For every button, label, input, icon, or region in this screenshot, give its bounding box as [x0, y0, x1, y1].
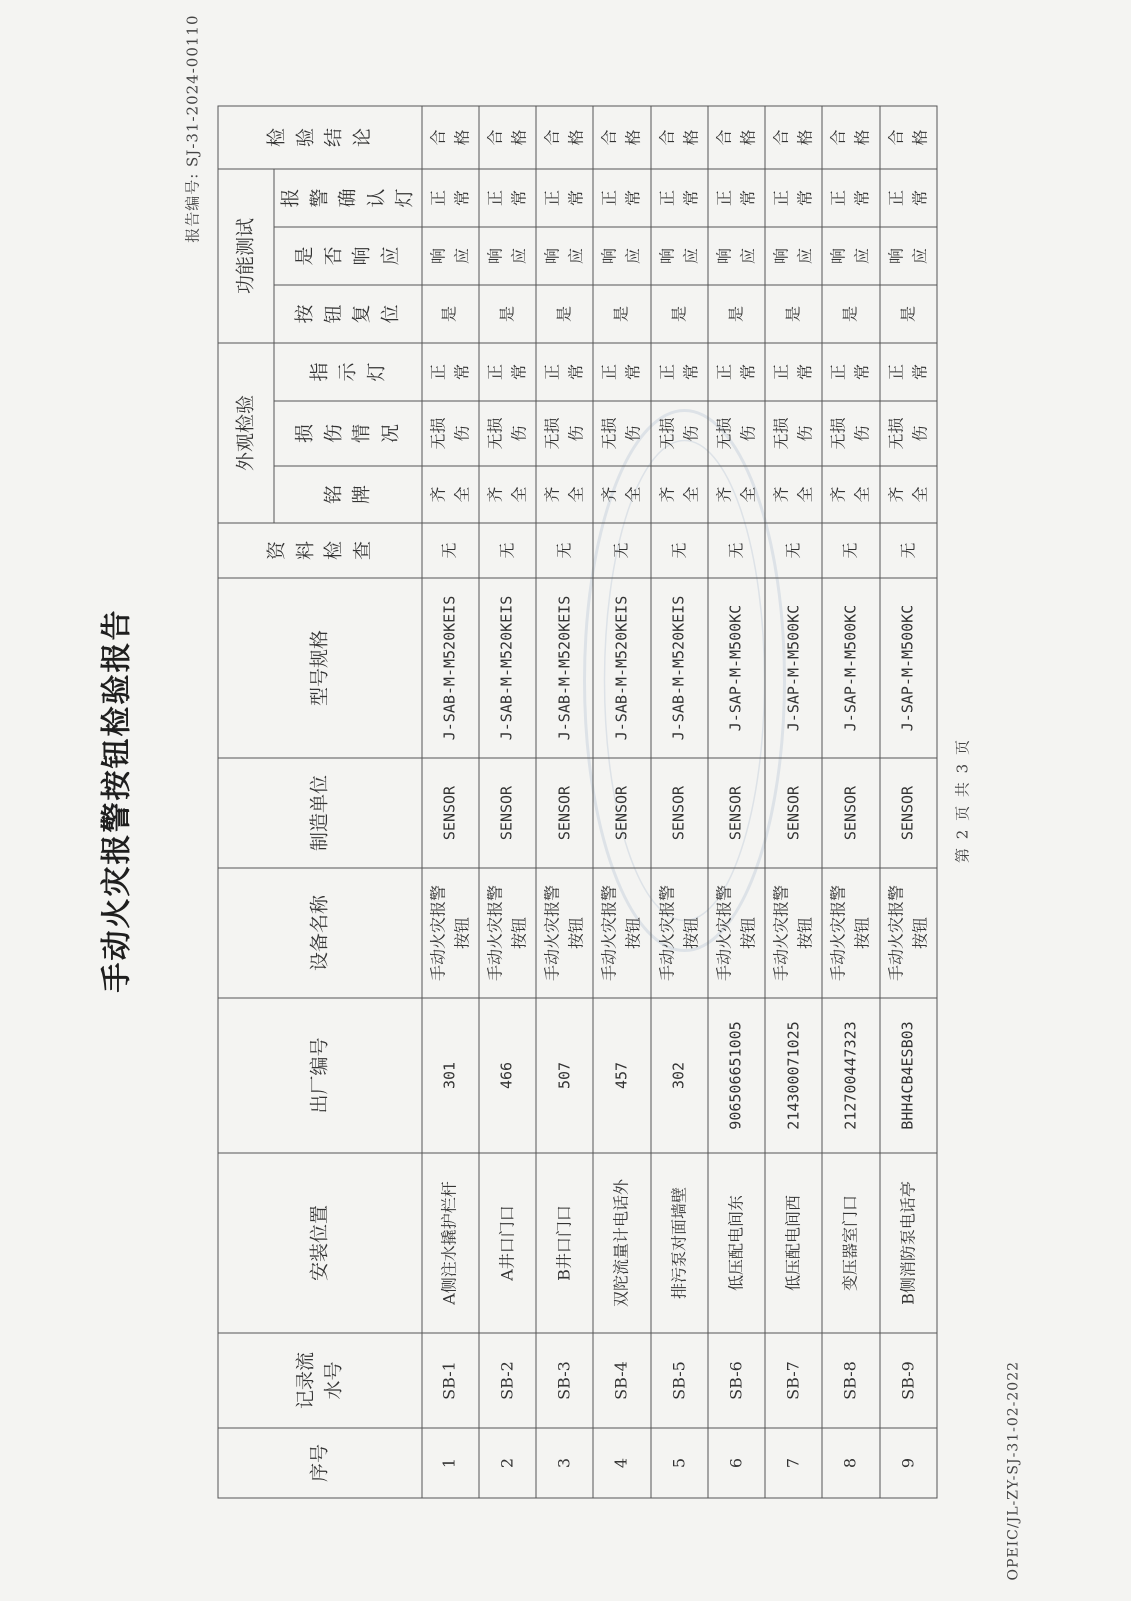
cell-device-name: 手动火灾报警按钮 — [536, 868, 593, 998]
cell-factory-no: 301 — [422, 998, 479, 1153]
cell-respond: 响应 — [422, 227, 479, 285]
cell-indicator: 正常 — [765, 343, 822, 401]
cell-location: 双陀流量计电话外 — [593, 1153, 650, 1333]
rotated-page — [0, 1, 1131, 1601]
header-maker: 制造单位 — [218, 758, 422, 868]
cell-damage: 无损伤 — [880, 401, 937, 466]
cell-factory-no: 212700447323 — [822, 998, 879, 1153]
header-factory-no: 出厂编号 — [218, 998, 422, 1153]
header-reset: 按钮复位 — [274, 285, 422, 343]
cell-model: J-SAP-M-M500KC — [822, 578, 879, 758]
cell-maker: SENSOR — [593, 758, 650, 868]
cell-docs: 无 — [708, 523, 765, 578]
cell-conclusion: 合格 — [822, 106, 879, 169]
cell-nameplate: 齐全 — [651, 466, 708, 523]
table-row — [708, 106, 765, 1498]
report-number: 报告编号: SJ-31-2024-00110 — [183, 14, 202, 243]
cell-model: J-SAB-M-M520KEIS — [479, 578, 536, 758]
document-code: OPEIC/JL-ZY-SJ-31-02-2022 — [1005, 1360, 1022, 1581]
cell-record: SB-1 — [422, 1333, 479, 1428]
header-record: 记录流水号 — [218, 1333, 422, 1428]
cell-location: 变压器室门口 — [822, 1153, 879, 1333]
cell-nameplate: 齐全 — [822, 466, 879, 523]
cell-model: J-SAP-M-M500KC — [880, 578, 937, 758]
cell-factory-no: 214300071025 — [765, 998, 822, 1153]
cell-docs: 无 — [880, 523, 937, 578]
cell-reset: 是 — [422, 285, 479, 343]
cell-nameplate: 齐全 — [593, 466, 650, 523]
cell-location: B侧消防泵电话亭 — [880, 1153, 937, 1333]
cell-conclusion: 合格 — [651, 106, 708, 169]
cell-record: SB-2 — [479, 1333, 536, 1428]
cell-docs: 无 — [765, 523, 822, 578]
cell-indicator: 正常 — [708, 343, 765, 401]
cell-conclusion: 合格 — [422, 106, 479, 169]
cell-reset: 是 — [593, 285, 650, 343]
cell-indicator: 正常 — [880, 343, 937, 401]
cell-docs: 无 — [536, 523, 593, 578]
cell-device-name: 手动火灾报警按钮 — [651, 868, 708, 998]
cell-seq: 6 — [708, 1428, 765, 1498]
table-row — [479, 106, 536, 1498]
cell-location: A侧注水撬护栏杆 — [422, 1153, 479, 1333]
cell-factory-no: BHH4CB4ESB03 — [880, 998, 937, 1153]
cell-model: J-SAB-M-M520KEIS — [651, 578, 708, 758]
cell-record: SB-6 — [708, 1333, 765, 1428]
header-appearance: 外观检验 — [218, 343, 274, 523]
cell-reset: 是 — [536, 285, 593, 343]
table-row — [536, 106, 593, 1498]
cell-nameplate: 齐全 — [765, 466, 822, 523]
header-conclusion: 检验结论 — [218, 106, 422, 169]
cell-respond: 响应 — [880, 227, 937, 285]
cell-conclusion: 合格 — [479, 106, 536, 169]
cell-maker: SENSOR — [479, 758, 536, 868]
cell-device-name: 手动火灾报警按钮 — [822, 868, 879, 998]
cell-docs: 无 — [822, 523, 879, 578]
table-row — [880, 106, 937, 1498]
cell-damage: 无损伤 — [593, 401, 650, 466]
table-row — [822, 106, 879, 1498]
cell-indicator: 正常 — [822, 343, 879, 401]
cell-factory-no: 466 — [479, 998, 536, 1153]
page-number: 第 2 页 共 3 页 — [953, 738, 972, 863]
inspection-table — [218, 105, 938, 1498]
header-indicator: 指示灯 — [274, 343, 422, 401]
cell-respond: 响应 — [593, 227, 650, 285]
cell-indicator: 正常 — [536, 343, 593, 401]
cell-damage: 无损伤 — [479, 401, 536, 466]
cell-seq: 4 — [593, 1428, 650, 1498]
cell-reset: 是 — [708, 285, 765, 343]
cell-maker: SENSOR — [536, 758, 593, 868]
cell-seq: 8 — [822, 1428, 879, 1498]
table-row — [765, 106, 822, 1498]
cell-damage: 无损伤 — [708, 401, 765, 466]
header-alarm-light: 报警确认灯 — [274, 169, 422, 227]
cell-respond: 响应 — [822, 227, 879, 285]
cell-docs: 无 — [593, 523, 650, 578]
cell-reset: 是 — [765, 285, 822, 343]
cell-nameplate: 齐全 — [536, 466, 593, 523]
cell-reset: 是 — [880, 285, 937, 343]
cell-factory-no: 507 — [536, 998, 593, 1153]
cell-factory-no: 457 — [593, 998, 650, 1153]
cell-damage: 无损伤 — [536, 401, 593, 466]
cell-respond: 响应 — [765, 227, 822, 285]
cell-device-name: 手动火灾报警按钮 — [422, 868, 479, 998]
cell-location: 低压配电间西 — [765, 1153, 822, 1333]
cell-conclusion: 合格 — [765, 106, 822, 169]
cell-damage: 无损伤 — [651, 401, 708, 466]
header-seq: 序号 — [218, 1428, 422, 1498]
cell-nameplate: 齐全 — [708, 466, 765, 523]
cell-indicator: 正常 — [479, 343, 536, 401]
cell-conclusion: 合格 — [593, 106, 650, 169]
cell-alarm-light: 正常 — [536, 169, 593, 227]
header-docs: 资料检查 — [218, 523, 422, 578]
cell-model: J-SAB-M-M520KEIS — [593, 578, 650, 758]
cell-maker: SENSOR — [708, 758, 765, 868]
cell-indicator: 正常 — [422, 343, 479, 401]
header-damage: 损伤情况 — [274, 401, 422, 466]
cell-docs: 无 — [422, 523, 479, 578]
cell-reset: 是 — [822, 285, 879, 343]
cell-alarm-light: 正常 — [651, 169, 708, 227]
cell-record: SB-4 — [593, 1333, 650, 1428]
table-row — [651, 106, 708, 1498]
cell-maker: SENSOR — [765, 758, 822, 868]
cell-model: J-SAB-M-M520KEIS — [422, 578, 479, 758]
cell-maker: SENSOR — [651, 758, 708, 868]
cell-alarm-light: 正常 — [880, 169, 937, 227]
cell-reset: 是 — [651, 285, 708, 343]
header-device-name: 设备名称 — [218, 868, 422, 998]
cell-conclusion: 合格 — [708, 106, 765, 169]
cell-record: SB-7 — [765, 1333, 822, 1428]
cell-damage: 无损伤 — [822, 401, 879, 466]
cell-location: A井口门口 — [479, 1153, 536, 1333]
cell-factory-no: 302 — [651, 998, 708, 1153]
cell-factory-no: 906506651005 — [708, 998, 765, 1153]
cell-alarm-light: 正常 — [765, 169, 822, 227]
cell-record: SB-5 — [651, 1333, 708, 1428]
cell-docs: 无 — [651, 523, 708, 578]
cell-device-name: 手动火灾报警按钮 — [593, 868, 650, 998]
table-row — [593, 106, 650, 1498]
cell-record: SB-8 — [822, 1333, 879, 1428]
cell-device-name: 手动火灾报警按钮 — [880, 868, 937, 998]
cell-respond: 响应 — [651, 227, 708, 285]
cell-alarm-light: 正常 — [593, 169, 650, 227]
header-location: 安装位置 — [218, 1153, 422, 1333]
cell-reset: 是 — [479, 285, 536, 343]
cell-maker: SENSOR — [422, 758, 479, 868]
cell-seq: 3 — [536, 1428, 593, 1498]
cell-indicator: 正常 — [651, 343, 708, 401]
cell-nameplate: 齐全 — [479, 466, 536, 523]
header-function: 功能测试 — [218, 169, 274, 343]
header-respond: 是否响应 — [274, 227, 422, 285]
cell-damage: 无损伤 — [422, 401, 479, 466]
cell-respond: 响应 — [536, 227, 593, 285]
cell-conclusion: 合格 — [880, 106, 937, 169]
cell-record: SB-9 — [880, 1333, 937, 1428]
cell-alarm-light: 正常 — [708, 169, 765, 227]
cell-alarm-light: 正常 — [422, 169, 479, 227]
cell-model: J-SAB-M-M520KEIS — [536, 578, 593, 758]
cell-indicator: 正常 — [593, 343, 650, 401]
cell-seq: 5 — [651, 1428, 708, 1498]
header-nameplate: 铭牌 — [274, 466, 422, 523]
cell-seq: 1 — [422, 1428, 479, 1498]
cell-maker: SENSOR — [822, 758, 879, 868]
cell-alarm-light: 正常 — [822, 169, 879, 227]
cell-nameplate: 齐全 — [880, 466, 937, 523]
cell-seq: 7 — [765, 1428, 822, 1498]
cell-device-name: 手动火灾报警按钮 — [708, 868, 765, 998]
cell-maker: SENSOR — [880, 758, 937, 868]
cell-location: B井口门口 — [536, 1153, 593, 1333]
cell-nameplate: 齐全 — [422, 466, 479, 523]
cell-record: SB-3 — [536, 1333, 593, 1428]
cell-conclusion: 合格 — [536, 106, 593, 169]
cell-model: J-SAP-M-M500KC — [708, 578, 765, 758]
cell-alarm-light: 正常 — [479, 169, 536, 227]
cell-location: 排污泵对面墙壁 — [651, 1153, 708, 1333]
page-title: 手动火灾报警按钮检验报告 — [99, 608, 135, 993]
cell-location: 低压配电间东 — [708, 1153, 765, 1333]
cell-seq: 9 — [880, 1428, 937, 1498]
cell-device-name: 手动火灾报警按钮 — [479, 868, 536, 998]
table-row — [422, 106, 479, 1498]
cell-seq: 2 — [479, 1428, 536, 1498]
cell-docs: 无 — [479, 523, 536, 578]
header-model: 型号规格 — [218, 578, 422, 758]
cell-device-name: 手动火灾报警按钮 — [765, 868, 822, 998]
cell-model: J-SAP-M-M500KC — [765, 578, 822, 758]
cell-respond: 响应 — [708, 227, 765, 285]
cell-damage: 无损伤 — [765, 401, 822, 466]
cell-respond: 响应 — [479, 227, 536, 285]
